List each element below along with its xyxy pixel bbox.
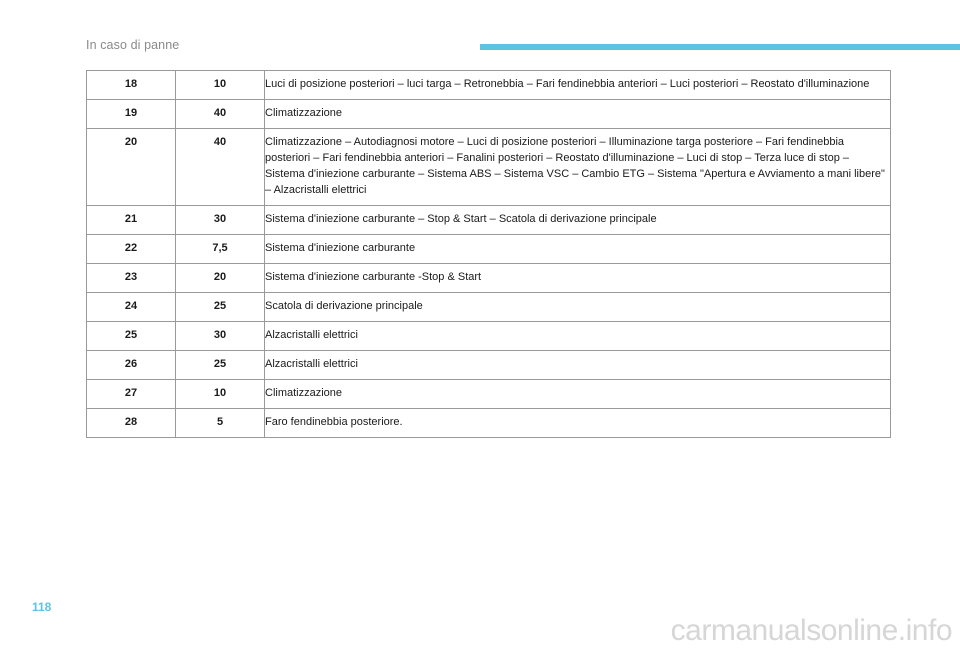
table-row	[87, 293, 891, 322]
fuse-description: Climatizzazione – Autodiagnosi motore – Luci di posizione posteriori – Illuminazione targa posteriore – Fari fendinebbia posteriori – Fari fendinebbia anteriori – Fanalini posteriori – Reostato d'illuminazione – Luci di stop – Terza luce di stop – Sistema d'iniezione carburante – Sistema ABS – Sistema VSC – Cambio ETG – Sistema "Apertura e Avviamento a mani libere" – Alzacristalli elettrici	[265, 129, 891, 206]
table-row	[87, 351, 891, 380]
fuse-number: 19	[87, 100, 176, 129]
fuse-number: 22	[87, 235, 176, 264]
table-row	[87, 380, 891, 409]
table-row	[87, 409, 891, 438]
fuse-description: Sistema d'iniezione carburante	[265, 235, 891, 264]
header-accent-bar	[480, 44, 960, 50]
fuse-description: Faro fendinebbia posteriore.	[265, 409, 891, 438]
fuse-amperage: 25	[176, 351, 265, 380]
fuse-amperage: 30	[176, 206, 265, 235]
watermark-text: carmanualsonline.info	[670, 614, 952, 647]
fuse-amperage: 10	[176, 380, 265, 409]
fuse-number: 25	[87, 322, 176, 351]
table-row	[87, 100, 891, 129]
table-row	[87, 235, 891, 264]
fuse-number: 20	[87, 129, 176, 206]
fuse-amperage: 40	[176, 100, 265, 129]
fuse-description: Sistema d'iniezione carburante – Stop & Start – Scatola di derivazione principale	[265, 206, 891, 235]
table-row	[87, 264, 891, 293]
fuse-number: 26	[87, 351, 176, 380]
fuse-description: Luci di posizione posteriori – luci targa – Retronebbia – Fari fendinebbia anteriori – Luci posteriori – Reostato d'illuminazione	[265, 71, 891, 100]
fuse-description: Climatizzazione	[265, 100, 891, 129]
fuse-amperage: 20	[176, 264, 265, 293]
fuse-table	[86, 70, 891, 438]
fuse-number: 24	[87, 293, 176, 322]
fuse-description: Alzacristalli elettrici	[265, 322, 891, 351]
fuse-number: 28	[87, 409, 176, 438]
fuse-amperage: 5	[176, 409, 265, 438]
fuse-amperage: 25	[176, 293, 265, 322]
fuse-description: Alzacristalli elettrici	[265, 351, 891, 380]
fuse-amperage: 40	[176, 129, 265, 206]
table-row	[87, 206, 891, 235]
fuse-amperage: 30	[176, 322, 265, 351]
fuse-number: 27	[87, 380, 176, 409]
table-row	[87, 322, 891, 351]
fuse-description: Scatola di derivazione principale	[265, 293, 891, 322]
fuse-number: 21	[87, 206, 176, 235]
fuse-number: 18	[87, 71, 176, 100]
fuse-description: Climatizzazione	[265, 380, 891, 409]
section-title: In caso di panne	[86, 38, 180, 52]
fuse-description: Sistema d'iniezione carburante -Stop & Start	[265, 264, 891, 293]
fuse-number: 23	[87, 264, 176, 293]
fuse-amperage: 10	[176, 71, 265, 100]
table-row	[87, 129, 891, 206]
page-number: 118	[32, 600, 52, 614]
table-row	[87, 71, 891, 100]
fuse-amperage: 7,5	[176, 235, 265, 264]
